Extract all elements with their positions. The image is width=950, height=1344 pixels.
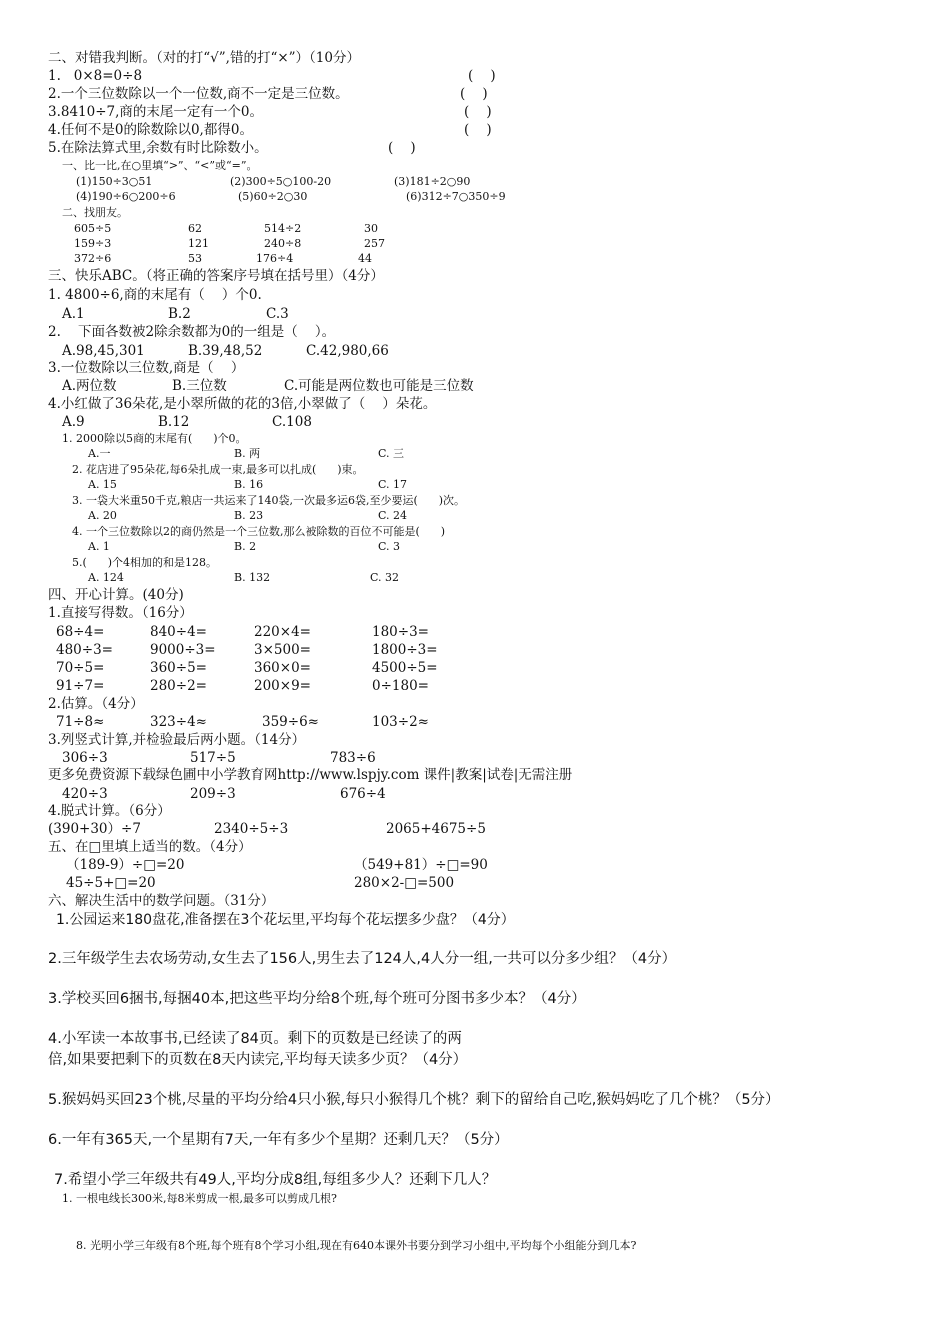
word-problem-8: 8. 光明小学三年级有8个班,每个班有8个学习小组,现在有640本课外书要分到学习小组中,平均每个小组能分到几本?: [76, 1239, 637, 1252]
friends-cell: 514÷2: [264, 222, 302, 235]
abc-option: A.98,45,301: [62, 343, 145, 359]
friends-cell: 62: [188, 222, 202, 235]
abc-small-option: C. 24: [378, 509, 408, 522]
direct-calc-heading: 1.直接写得数。（16分）: [48, 605, 193, 621]
vertical-cell: 783÷6: [330, 750, 376, 766]
calc-cell: 1800÷3=: [372, 642, 438, 658]
abc-option: B.三位数: [172, 378, 227, 394]
calc-cell: 70÷5=: [56, 660, 105, 676]
section-4-heading: 四、开心计算。(40分): [48, 587, 184, 603]
abc-option: C.3: [266, 306, 289, 322]
abc-small-option: C. 3: [378, 540, 401, 553]
judge-paren-4: ( ): [464, 122, 492, 138]
section-2-heading: 二、对错我判断。（对的打“√”,错的打“×”）（10分）: [48, 50, 360, 66]
abc-small-option: A. 1: [88, 540, 110, 553]
step-cell: (390+30）÷7: [48, 821, 141, 837]
abc-small-option: B. 2: [234, 540, 257, 553]
abc-small-option: B. 23: [234, 509, 264, 522]
abc-small-question-2: 2. 花店进了95朵花,每6朵扎成一束,最多可以扎成( )束。: [72, 463, 364, 476]
word-problem-2: 2.三年级学生去农场劳动,女生去了156人,男生去了124人,4人分一组,一共可以分多少组？（4分）: [48, 951, 677, 967]
word-problem-4-line-2: 倍,如果要把剩下的页数在8天内读完,平均每天读多少页？（4分）: [48, 1052, 468, 1068]
friends-cell: 257: [364, 237, 385, 250]
step-cell: 2340÷5÷3: [214, 821, 289, 837]
abc-option: B.2: [168, 306, 191, 322]
calc-cell: 91÷7=: [56, 678, 105, 694]
word-problem-4-line-1: 4.小军读一本故事书,已经读了84页。剩下的页数是已经读了的两: [48, 1031, 462, 1047]
word-problem-6: 6.一年有365天,一个星期有7天,一年有多少个星期？还剩几天？（5分）: [48, 1132, 509, 1148]
word-problem-3: 3.学校买回6捆书,每捆40本,把这些平均分给8个班,每个班可分图书多少本？（4分）: [48, 991, 586, 1007]
compare-item: (6)312÷7○350÷9: [406, 190, 506, 203]
friends-heading: 二、找朋友。: [62, 206, 128, 219]
judge-item-4: 4.任何不是0的除数除以0,都得0。: [48, 122, 253, 138]
calc-cell: 360÷5=: [150, 660, 207, 676]
abc-small-question-3: 3. 一袋大米重50千克,粮店一共运来了140袋,一次最多运6袋,至少要运( )次。: [72, 494, 466, 507]
abc-question-3: 3.一位数除以三位数,商是（ ）: [48, 360, 245, 376]
estimate-heading: 2.估算。（4分）: [48, 696, 144, 712]
friends-cell: 176÷4: [256, 252, 294, 265]
abc-small-option: B. 16: [234, 478, 264, 491]
judge-item-3: 3.8410÷7,商的末尾一定有一个0。: [48, 104, 264, 120]
abc-small-option: A. 20: [88, 509, 117, 522]
calc-cell: 9000÷3=: [150, 642, 216, 658]
vertical-cell: 306÷3: [62, 750, 108, 766]
calc-cell: 180÷3=: [372, 624, 429, 640]
friends-cell: 372÷6: [74, 252, 112, 265]
judge-item-5: 5.在除法算式里,余数有时比除数小。: [48, 140, 268, 156]
vertical-cell: 209÷3: [190, 786, 236, 802]
step-cell: 2065+4675÷5: [386, 821, 486, 837]
friends-cell: 30: [364, 222, 378, 235]
abc-small-question-5: 5.( )个4相加的和是128。: [72, 556, 218, 569]
abc-option: C.108: [272, 414, 312, 430]
judge-paren-3: ( ): [464, 104, 492, 120]
abc-option: A.两位数: [62, 378, 117, 394]
friends-cell: 121: [188, 237, 209, 250]
fill-box-item: 45÷5+□=20: [66, 875, 156, 891]
compare-item: (3)181÷2○90: [394, 175, 471, 188]
compare-item: (5)60÷2○30: [238, 190, 308, 203]
friends-cell: 44: [358, 252, 372, 265]
calc-cell: 280÷2=: [150, 678, 207, 694]
fill-box-item: 280×2-□=500: [354, 875, 455, 891]
estimate-cell: 359÷6≈: [262, 714, 319, 730]
calc-cell: 0÷180=: [372, 678, 429, 694]
abc-question-1: 1. 4800÷6,商的末尾有（ ）个0.: [48, 287, 262, 303]
word-problem-1: 1.公园运来180盘花,准备摆在3个花坛里,平均每个花坛摆多少盘？（4分）: [56, 912, 515, 928]
calc-cell: 220×4=: [254, 624, 311, 640]
abc-option: B.39,48,52: [188, 343, 263, 359]
judge-paren-5: ( ): [388, 140, 416, 156]
friends-cell: 605÷5: [74, 222, 112, 235]
judge-paren-1: ( ): [468, 68, 496, 84]
abc-small-question-4: 4. 一个三位数除以2的商仍然是一个三位数,那么被除数的百位不可能是( ): [72, 525, 446, 538]
abc-small-option: C. 32: [370, 571, 400, 584]
estimate-cell: 71÷8≈: [56, 714, 105, 730]
abc-small-option: C. 三: [378, 447, 405, 460]
abc-small-option: A.一: [88, 447, 111, 460]
section-6-heading: 六、解决生活中的数学问题。（31分）: [48, 893, 275, 909]
judge-paren-2: ( ): [460, 86, 488, 102]
word-problem-wire: 1. 一根电线长300米,每8米剪成一根,最多可以剪成几根?: [62, 1192, 337, 1205]
vertical-cell: 420÷3: [62, 786, 108, 802]
abc-question-4: 4.小红做了36朵花,是小翠所做的花的3倍,小翠做了（ ）朵花。: [48, 396, 437, 412]
abc-option: B.12: [158, 414, 190, 430]
section-3-heading: 三、快乐ABC。（将正确的答案序号填在括号里）（4分）: [48, 268, 384, 284]
compare-item: (4)190÷6○200÷6: [76, 190, 176, 203]
compare-heading: 一、比一比,在○里填“>”、“<”或“=”。: [62, 159, 258, 172]
friends-cell: 53: [188, 252, 202, 265]
step-calc-heading: 4.脱式计算。（6分）: [48, 803, 171, 819]
estimate-cell: 323÷4≈: [150, 714, 207, 730]
abc-small-question-1: 1. 2000除以5商的末尾有( )个0。: [62, 432, 247, 445]
compare-item: (2)300÷5○100-20: [230, 175, 332, 188]
abc-option: A.1: [62, 306, 85, 322]
fill-box-item: （549+81）÷□=90: [354, 857, 488, 873]
abc-small-option: A. 15: [88, 478, 117, 491]
judge-item-1: 1. 0×8=0÷8: [48, 68, 143, 84]
resource-ad-line: 更多免费资源下载绿色圃中小学教育网http://www.lspjy.com 课件|教案|试卷|无需注册: [48, 767, 573, 783]
calc-cell: 360×0=: [254, 660, 311, 676]
abc-option: C.42,980,66: [306, 343, 389, 359]
calc-cell: 3×500=: [254, 642, 311, 658]
friends-cell: 159÷3: [74, 237, 112, 250]
estimate-cell: 103÷2≈: [372, 714, 429, 730]
friends-cell: 240÷8: [264, 237, 302, 250]
calc-cell: 840÷4=: [150, 624, 207, 640]
abc-small-option: B. 两: [234, 447, 261, 460]
word-problem-5: 5.猴妈妈买回23个桃,尽量的平均分给4只小猴,每只小猴得几个桃？剩下的留给自己吃,猴妈妈吃了几个桃？（5分）: [48, 1092, 780, 1108]
calc-cell: 68÷4=: [56, 624, 105, 640]
calc-cell: 480÷3=: [56, 642, 113, 658]
abc-small-option: B. 132: [234, 571, 271, 584]
judge-item-2: 2.一个三位数除以一个一位数,商不一定是三位数。: [48, 86, 349, 102]
abc-option: C.可能是两位数也可能是三位数: [284, 378, 474, 394]
section-5-heading: 五、在□里填上适当的数。（4分）: [48, 839, 252, 855]
calc-cell: 4500÷5=: [372, 660, 438, 676]
vertical-cell: 676÷4: [340, 786, 386, 802]
abc-small-option: A. 124: [88, 571, 124, 584]
word-problem-7: 7.希望小学三年级共有49人,平均分成8组,每组多少人？还剩下几人？: [54, 1172, 497, 1188]
calc-cell: 200×9=: [254, 678, 311, 694]
abc-question-2: 2. 下面各数被2除余数都为0的一组是（ ）。: [48, 324, 336, 340]
abc-small-option: C. 17: [378, 478, 408, 491]
compare-item: (1)150÷3○51: [76, 175, 153, 188]
vertical-cell: 517÷5: [190, 750, 236, 766]
abc-option: A.9: [62, 414, 85, 430]
vertical-calc-heading: 3.列竖式计算,并检验最后两小题。（14分）: [48, 732, 306, 748]
fill-box-item: （189-9）÷□=20: [66, 857, 185, 873]
